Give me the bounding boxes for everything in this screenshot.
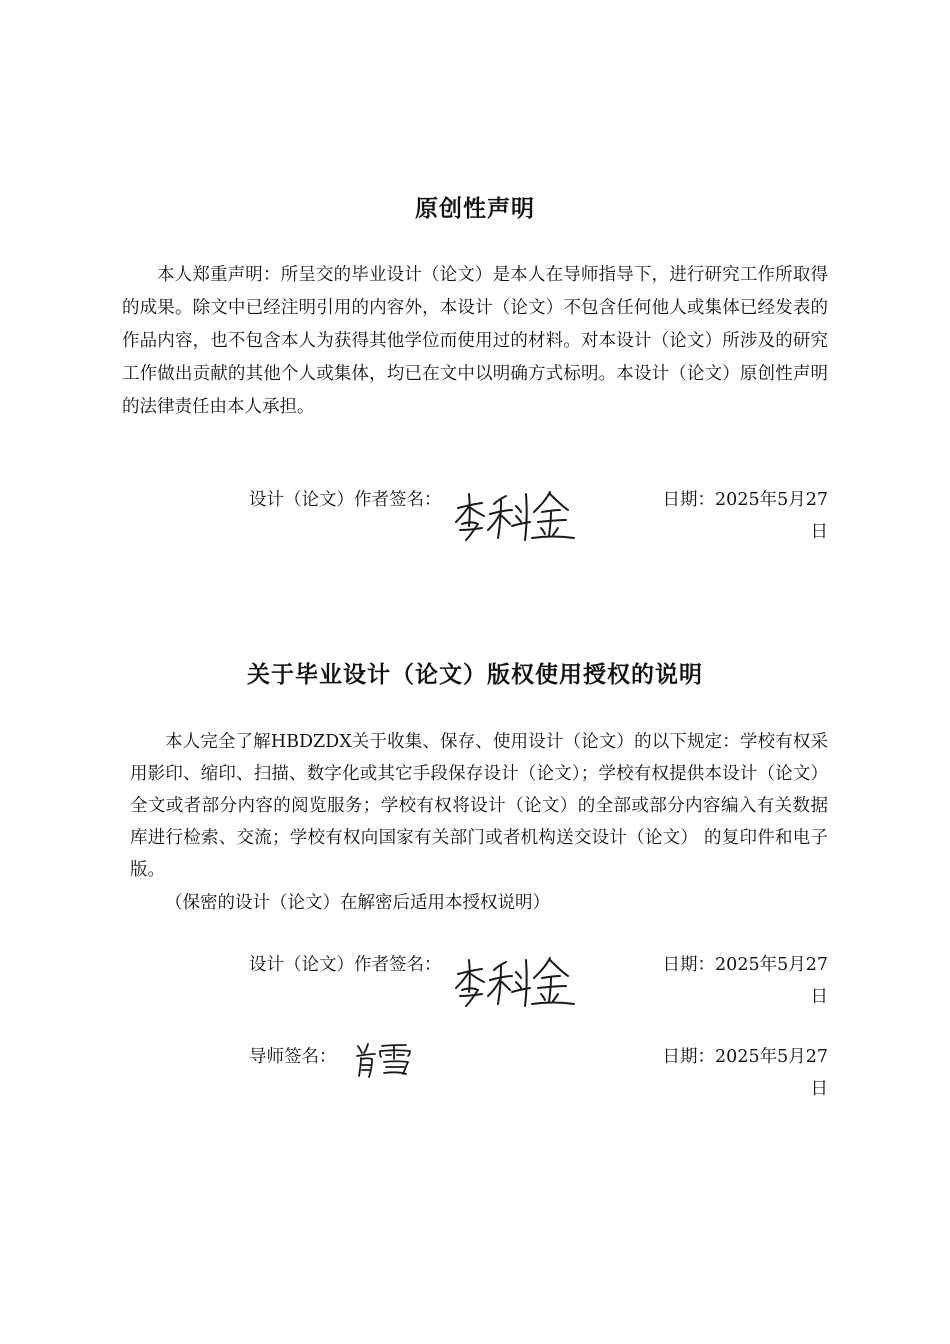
- declaration-author-sign-label: 设计（论文）作者签名：: [249, 490, 442, 510]
- advisor-date: 日期：2025年5月27日: [662, 1047, 828, 1099]
- declaration-body: 本人郑重声明：所呈交的毕业设计（论文）是本人在导师指导下，进行研究工作所取得的成果。除文中已经注明引用的内容外，本设计（论文）不包含任何他人或集体已经发表的作品内容，也不包含本人为获得其他学位而使用过的材料。对本设计（论文）所涉及的研究工作做出贡献的其他个人或集体，均已在文中以明确方式标明。本设计（论文）原创性声明的法律责任由本人承担。: [122, 265, 828, 417]
- confidential-note: （保密的设计（论文）在解密后适用本授权说明）: [165, 893, 550, 913]
- authorization-author-date: 日期：2025年5月27日: [662, 955, 828, 1007]
- authorization-title: 关于毕业设计（论文）版权使用授权的说明: [247, 662, 703, 688]
- author-signature-image-2: [452, 952, 578, 1010]
- advisor-signature-image: [354, 1040, 416, 1080]
- declaration-date: 日期：2025年5月27日: [662, 490, 828, 542]
- author-signature-image: [452, 486, 578, 544]
- authorization-body: 本人完全了解HBDZDX关于收集、保存、使用设计（论文）的以下规定：学校有权采用影印、缩印、扫描、数字化或其它手段保存设计（论文）；学校有权提供本设计（论文）全文或者部分内容的阅览服务；学校有权将设计（论文）的全部或部分内容编入有关数据库进行检索、交流；学校有权向国家有关部门或者机构送交设计（论文） 的复印件和电子版。: [130, 732, 828, 880]
- declaration-title: 原创性声明: [415, 196, 535, 222]
- authorization-author-sign-label: 设计（论文）作者签名：: [249, 955, 442, 975]
- advisor-sign-label: 导师签名：: [249, 1047, 337, 1067]
